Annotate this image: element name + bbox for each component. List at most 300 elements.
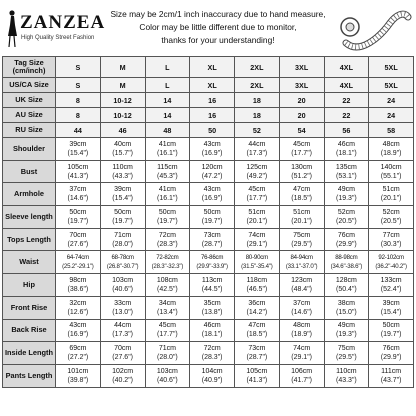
measure-row-waist xyxy=(3,251,414,274)
row-label: RU Size xyxy=(3,123,56,138)
size-cell: 4XL xyxy=(324,57,369,78)
size-cell: 10-12 xyxy=(100,93,145,108)
measure-cell xyxy=(56,342,101,365)
cm-value: 47cm xyxy=(248,322,266,330)
measure-cell xyxy=(324,274,369,297)
cm-value: 135cm xyxy=(335,163,357,171)
inch-value: (46.5") xyxy=(246,285,268,293)
inch-value: (19.7") xyxy=(67,217,89,225)
measure-cell xyxy=(369,160,414,183)
inch-value: (14.6") xyxy=(67,195,89,203)
inch-value: (44.5") xyxy=(201,285,223,293)
cm-value: 32cm xyxy=(69,299,87,307)
size-cell: 46 xyxy=(100,123,145,138)
inch-value: (29.1") xyxy=(291,354,313,362)
inch-value: (28.3") xyxy=(156,240,178,248)
size-cell: 16 xyxy=(190,93,235,108)
cm-value: 50cm xyxy=(114,208,132,216)
measure-cell xyxy=(369,296,414,319)
size-cell: 58 xyxy=(369,123,414,138)
measure-row-hip xyxy=(3,274,414,297)
measure-cell xyxy=(56,296,101,319)
cm-value: 70cm xyxy=(69,231,87,239)
size-cell: 4XL xyxy=(324,78,369,93)
inch-value: (28.7") xyxy=(201,240,223,248)
measure-cell xyxy=(100,364,145,387)
inch-value: (20.1") xyxy=(380,195,402,203)
cm-value: 102cm xyxy=(112,367,134,375)
measure-cell xyxy=(56,138,101,161)
inch-value: (29.9") xyxy=(335,240,357,248)
size-cell: XL xyxy=(190,78,235,93)
cm-value: 51cm xyxy=(293,208,311,216)
measure-cell xyxy=(369,138,414,161)
inch-value: (19.7") xyxy=(380,331,402,339)
inch-value: (13.8") xyxy=(201,308,223,316)
size-cell: 10-12 xyxy=(100,108,145,123)
size-cell: 22 xyxy=(324,93,369,108)
size-cell: M xyxy=(100,78,145,93)
inch-value: (34.6"-38.6") xyxy=(330,263,363,271)
measure-cell xyxy=(145,138,190,161)
measure-cell xyxy=(145,296,190,319)
size-cell: 44 xyxy=(56,123,101,138)
cm-value: 69cm xyxy=(69,345,87,353)
row-label: Shoulder xyxy=(3,138,56,161)
inch-value: (15.4") xyxy=(67,149,89,157)
size-row-uk-size xyxy=(3,93,414,108)
measure-row-tops-length xyxy=(3,228,414,251)
cm-value: 48cm xyxy=(293,322,311,330)
measure-cell xyxy=(100,319,145,342)
inch-value: (49.2") xyxy=(246,172,268,180)
cm-value: 64-74cm xyxy=(66,254,90,262)
measure-cell xyxy=(324,364,369,387)
measure-cell xyxy=(324,160,369,183)
measure-cell xyxy=(235,183,280,206)
measure-cell xyxy=(145,228,190,251)
cm-value: 110cm xyxy=(112,163,133,171)
row-label: Armhole xyxy=(3,183,56,206)
row-label: Hip xyxy=(3,274,56,297)
inch-value: (29.5") xyxy=(335,354,357,362)
size-cell: 5XL xyxy=(369,57,414,78)
size-cell: S xyxy=(56,57,101,78)
measure-cell xyxy=(279,251,324,274)
cm-value: 45cm xyxy=(158,322,176,330)
cm-value: 72cm xyxy=(203,345,221,353)
size-cell: 50 xyxy=(190,123,235,138)
cm-value: 103cm xyxy=(112,276,134,284)
inch-value: (29.5") xyxy=(291,240,313,248)
measure-cell xyxy=(279,342,324,365)
inch-value: (52.4") xyxy=(380,285,402,293)
measure-cell xyxy=(56,183,101,206)
measure-cell xyxy=(190,319,235,342)
cm-value: 33cm xyxy=(114,299,132,307)
measure-cell xyxy=(56,228,101,251)
measure-cell xyxy=(324,296,369,319)
header xyxy=(0,0,416,56)
row-label: Inside Length xyxy=(3,342,56,365)
cm-value: 125cm xyxy=(246,163,268,171)
inch-value: (41.7") xyxy=(291,376,313,384)
inch-value: (41.3") xyxy=(246,376,268,384)
measure-cell xyxy=(279,138,324,161)
measure-cell xyxy=(190,296,235,319)
brand-logo xyxy=(4,8,114,48)
measure-cell xyxy=(235,342,280,365)
cm-value: 101cm xyxy=(67,367,89,375)
cm-value: 74cm xyxy=(248,231,266,239)
size-cell: 18 xyxy=(235,108,280,123)
inch-value: (53.1") xyxy=(335,172,357,180)
measure-row-armhole xyxy=(3,183,414,206)
cm-value: 88-98cm xyxy=(335,254,358,262)
size-cell: 14 xyxy=(145,108,190,123)
cm-value: 74cm xyxy=(293,345,311,353)
measure-row-pants-length xyxy=(3,364,414,387)
inch-value: (13.4") xyxy=(156,308,178,316)
measure-cell xyxy=(279,319,324,342)
cm-value: 80-90cm xyxy=(245,254,269,262)
cm-value: 34cm xyxy=(158,299,176,307)
cm-value: 113cm xyxy=(201,276,223,284)
measure-cell xyxy=(369,342,414,365)
cm-value: 76cm xyxy=(337,231,355,239)
measure-cell xyxy=(279,364,324,387)
cm-value: 77cm xyxy=(382,231,400,239)
measure-cell xyxy=(279,228,324,251)
cm-value: 37cm xyxy=(293,299,311,307)
cm-value: 75cm xyxy=(337,345,355,353)
inch-value: (38.6") xyxy=(67,285,89,293)
inch-value: (13.0") xyxy=(112,308,134,316)
measure-cell xyxy=(324,319,369,342)
size-cell: 2XL xyxy=(235,78,280,93)
cm-value: 39cm xyxy=(382,299,400,307)
row-label: Tag Size (cm/inch) xyxy=(3,57,56,78)
measure-cell xyxy=(190,183,235,206)
cm-value: 47cm xyxy=(293,186,311,194)
cm-value: 105cm xyxy=(67,163,89,171)
size-cell: 20 xyxy=(279,93,324,108)
measure-cell xyxy=(235,206,280,229)
notice xyxy=(108,8,328,47)
measure-cell xyxy=(100,251,145,274)
cm-value: 68-78cm xyxy=(111,254,134,262)
inch-value: (20.5") xyxy=(335,217,357,225)
size-row-ru-size xyxy=(3,123,414,138)
row-label: AU Size xyxy=(3,108,56,123)
cm-value: 98cm xyxy=(69,276,87,284)
inch-value: (51.2") xyxy=(291,172,313,180)
cm-value: 43cm xyxy=(203,140,221,148)
measure-cell xyxy=(190,274,235,297)
cm-value: 133cm xyxy=(380,276,402,284)
size-cell: L xyxy=(145,78,190,93)
cm-value: 71cm xyxy=(158,345,176,353)
cm-value: 105cm xyxy=(246,367,268,375)
cm-value: 39cm xyxy=(69,140,87,148)
cm-value: 73cm xyxy=(248,345,266,353)
cm-value: 84-94cm xyxy=(290,254,313,262)
cm-value: 118cm xyxy=(246,276,268,284)
size-cell: 56 xyxy=(324,123,369,138)
measure-cell xyxy=(279,183,324,206)
measure-cell xyxy=(324,183,369,206)
inch-value: (28.3") xyxy=(201,354,223,362)
size-cell: S xyxy=(56,78,101,93)
row-label: Pants Length xyxy=(3,364,56,387)
measure-cell xyxy=(190,206,235,229)
cm-value: 128cm xyxy=(335,276,357,284)
inch-value: (17.7") xyxy=(291,149,313,157)
measure-cell xyxy=(235,160,280,183)
measure-cell xyxy=(190,251,235,274)
cm-value: 50cm xyxy=(203,208,221,216)
cm-value: 111cm xyxy=(381,367,402,375)
cm-value: 70cm xyxy=(114,345,132,353)
cm-value: 50cm xyxy=(69,208,87,216)
measure-cell xyxy=(100,342,145,365)
cm-value: 41cm xyxy=(158,140,176,148)
inch-value: (16.1") xyxy=(156,195,178,203)
inch-value: (45.3") xyxy=(156,172,178,180)
inch-value: (40.6") xyxy=(112,285,134,293)
size-table xyxy=(2,56,414,388)
measure-cell xyxy=(324,342,369,365)
cm-value: 51cm xyxy=(382,186,400,194)
measure-cell xyxy=(369,228,414,251)
measure-cell xyxy=(145,319,190,342)
cm-value: 41cm xyxy=(158,186,176,194)
inch-value: (27.2") xyxy=(67,354,89,362)
size-cell: 48 xyxy=(145,123,190,138)
inch-value: (29.9") xyxy=(380,354,402,362)
measure-cell xyxy=(145,183,190,206)
inch-value: (26.8"-30.7") xyxy=(106,263,139,271)
notice-line: Color may be little different due to monitor, xyxy=(139,22,297,32)
cm-value: 52cm xyxy=(337,208,355,216)
inch-value: (14.2") xyxy=(246,308,268,316)
size-cell: 8 xyxy=(56,93,101,108)
measure-cell xyxy=(190,364,235,387)
inch-value: (28.3"-32.3") xyxy=(151,263,184,271)
inch-value: (55.1") xyxy=(380,172,402,180)
cm-value: 35cm xyxy=(203,299,221,307)
measure-cell xyxy=(145,274,190,297)
size-cell: 3XL xyxy=(279,57,324,78)
inch-value: (50.4") xyxy=(335,285,357,293)
cm-value: 73cm xyxy=(203,231,221,239)
cm-value: 106cm xyxy=(291,367,313,375)
inch-value: (19.7") xyxy=(156,217,178,225)
cm-value: 76-86cm xyxy=(200,254,224,262)
inch-value: (28.0") xyxy=(112,240,134,248)
inch-value: (30.3") xyxy=(380,240,402,248)
brand-name: ZANZEA xyxy=(20,12,106,33)
size-cell: 2XL xyxy=(235,57,280,78)
row-label: Back Rise xyxy=(3,319,56,342)
inch-value: (39.8") xyxy=(67,376,89,384)
cm-value: 72-82cm xyxy=(156,254,179,262)
measure-row-front-rise xyxy=(3,296,414,319)
measure-cell xyxy=(100,206,145,229)
inch-value: (16.9") xyxy=(201,195,223,203)
cm-value: 52cm xyxy=(382,208,400,216)
size-row-us-ca-size xyxy=(3,78,414,93)
inch-value: (20.1") xyxy=(291,217,313,225)
inch-value: (19.7") xyxy=(201,217,223,225)
inch-value: (15.7") xyxy=(112,149,134,157)
inch-value: (47.2") xyxy=(201,172,223,180)
cm-value: 43cm xyxy=(203,186,221,194)
inch-value: (40.6") xyxy=(156,376,178,384)
measure-cell xyxy=(235,319,280,342)
measure-cell xyxy=(56,160,101,183)
row-label: Bust xyxy=(3,160,56,183)
inch-value: (18.9") xyxy=(291,331,313,339)
inch-value: (28.7") xyxy=(246,354,268,362)
cm-value: 50cm xyxy=(158,208,176,216)
measure-cell xyxy=(145,251,190,274)
size-cell: 54 xyxy=(279,123,324,138)
inch-value: (43.3") xyxy=(112,172,134,180)
inch-value: (16.1") xyxy=(156,149,178,157)
measure-cell xyxy=(369,183,414,206)
cm-value: 37cm xyxy=(69,186,87,194)
size-cell: 8 xyxy=(56,108,101,123)
measure-cell xyxy=(279,296,324,319)
inch-value: (41.3") xyxy=(67,172,89,180)
inch-value: (18.5") xyxy=(291,195,313,203)
inch-value: (42.5") xyxy=(156,285,178,293)
measure-cell xyxy=(324,206,369,229)
measure-cell xyxy=(279,274,324,297)
inch-value: (16.9") xyxy=(67,331,89,339)
fashion-figure-icon xyxy=(4,8,18,48)
measure-cell xyxy=(324,228,369,251)
cm-value: 120cm xyxy=(201,163,223,171)
measure-cell xyxy=(369,274,414,297)
inch-value: (43.7") xyxy=(380,376,402,384)
cm-value: 115cm xyxy=(157,163,178,171)
measure-cell xyxy=(100,296,145,319)
measure-cell xyxy=(190,342,235,365)
row-label: Waist xyxy=(3,251,56,274)
inch-value: (16.9") xyxy=(201,149,223,157)
inch-value: (17.3") xyxy=(246,149,268,157)
size-row-tag-size-cm-inch xyxy=(3,57,414,78)
measure-cell xyxy=(56,274,101,297)
measure-row-bust xyxy=(3,160,414,183)
size-cell: 20 xyxy=(279,108,324,123)
measure-cell xyxy=(56,251,101,274)
notice-line: Size may be 2cm/1 inch inaccuracy due to hand measure, xyxy=(110,9,326,19)
measure-cell xyxy=(324,138,369,161)
inch-value: (48.4") xyxy=(291,285,313,293)
size-cell: 5XL xyxy=(369,78,414,93)
size-cell: 3XL xyxy=(279,78,324,93)
inch-value: (17.7") xyxy=(246,195,268,203)
cm-value: 44cm xyxy=(248,140,266,148)
inch-value: (20.5") xyxy=(380,217,402,225)
measure-cell xyxy=(235,274,280,297)
measuring-tape-icon xyxy=(340,3,412,55)
measure-cell xyxy=(235,228,280,251)
inch-value: (40.9") xyxy=(201,376,223,384)
cm-value: 43cm xyxy=(69,322,87,330)
measure-cell xyxy=(369,251,414,274)
cm-value: 92-102cm xyxy=(378,254,404,262)
measure-cell xyxy=(145,160,190,183)
cm-value: 75cm xyxy=(293,231,311,239)
cm-value: 104cm xyxy=(201,367,223,375)
cm-value: 140cm xyxy=(380,163,402,171)
inch-value: (18.9") xyxy=(380,149,402,157)
row-label: UK Size xyxy=(3,93,56,108)
inch-value: (15.4") xyxy=(112,195,134,203)
measure-cell xyxy=(369,206,414,229)
inch-value: (20.1") xyxy=(246,217,268,225)
cm-value: 110cm xyxy=(336,367,357,375)
inch-value: (36.2"-40.2") xyxy=(375,263,407,271)
measure-cell xyxy=(235,364,280,387)
measure-cell xyxy=(100,138,145,161)
cm-value: 48cm xyxy=(382,140,400,148)
cm-value: 51cm xyxy=(248,208,266,216)
inch-value: (40.2") xyxy=(112,376,134,384)
inch-value: (14.6") xyxy=(291,308,313,316)
measure-row-back-rise xyxy=(3,319,414,342)
measure-cell xyxy=(369,319,414,342)
measure-cell xyxy=(145,364,190,387)
measure-cell xyxy=(100,183,145,206)
inch-value: (25.2"-29.1") xyxy=(62,263,94,271)
measure-cell xyxy=(56,319,101,342)
cm-value: 38cm xyxy=(337,299,355,307)
cm-value: 72cm xyxy=(158,231,176,239)
measure-cell xyxy=(56,364,101,387)
cm-value: 130cm xyxy=(291,163,313,171)
size-row-au-size xyxy=(3,108,414,123)
inch-value: (19.7") xyxy=(112,217,134,225)
cm-value: 40cm xyxy=(114,140,132,148)
measure-cell xyxy=(369,364,414,387)
measure-cell xyxy=(56,206,101,229)
size-cell: M xyxy=(100,57,145,78)
cm-value: 36cm xyxy=(248,299,266,307)
inch-value: (29.9"-33.9") xyxy=(196,263,228,271)
measure-row-sleeve-length xyxy=(3,206,414,229)
inch-value: (33.1"-37.0") xyxy=(285,263,318,271)
cm-value: 49cm xyxy=(337,322,355,330)
size-cell: 22 xyxy=(324,108,369,123)
measure-cell xyxy=(279,206,324,229)
inch-value: (15.4") xyxy=(380,308,402,316)
inch-value: (18.1") xyxy=(335,149,357,157)
size-cell: 24 xyxy=(369,93,414,108)
cm-value: 76cm xyxy=(382,345,400,353)
cm-value: 39cm xyxy=(114,186,132,194)
size-cell: 16 xyxy=(190,108,235,123)
inch-value: (18.1") xyxy=(201,331,223,339)
cm-value: 49cm xyxy=(337,186,355,194)
inch-value: (17.7") xyxy=(156,331,178,339)
measure-cell xyxy=(235,138,280,161)
inch-value: (29.1") xyxy=(246,240,268,248)
